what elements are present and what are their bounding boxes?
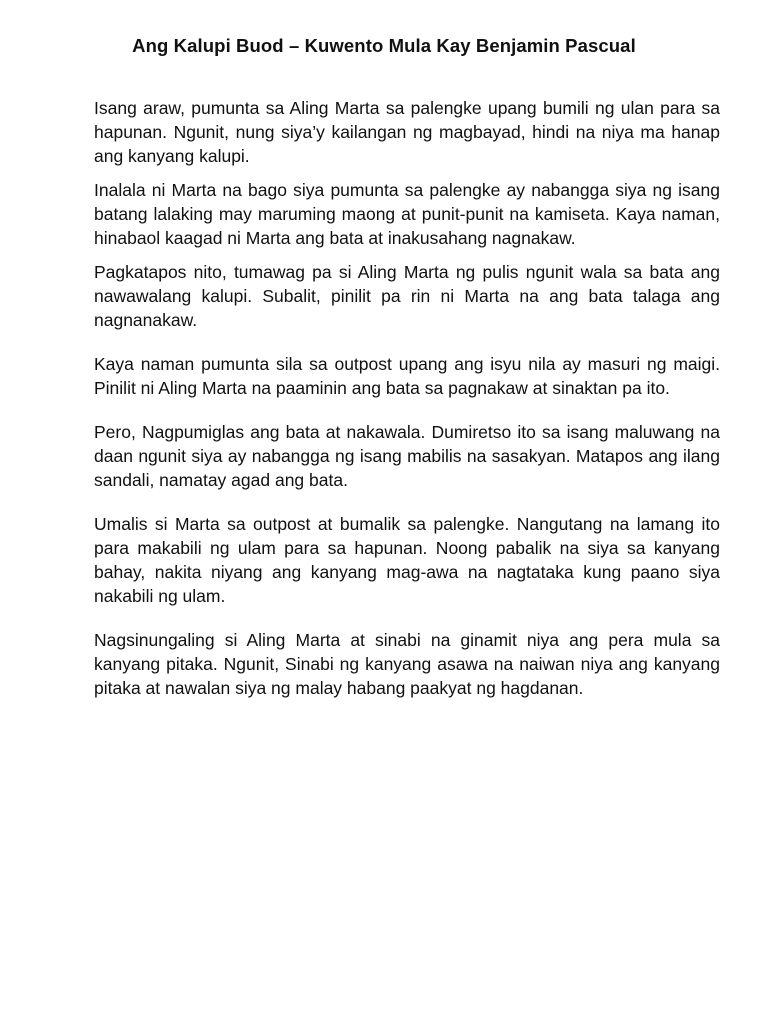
paragraph-7: Nagsinungaling si Aling Marta at sinabi na ginamit niya ang pera mula sa kanyang pitaka. Ngunit, Sinabi ng kanyang asawa na naiwan niya ang kanyang pitaka at nawalan siya ng malay habang paakyat ng hagdanan. xyxy=(94,630,720,698)
paragraph-3: Pagkatapos nito, tumawag pa si Aling Marta ng pulis ngunit wala sa bata ang nawawalang kalupi. Subalit, pinilit pa rin ni Marta na ang bata talaga ang nagnanakaw. xyxy=(94,262,720,330)
paragraph-4: Kaya naman pumunta sila sa outpost upang ang isyu nila ay masuri ng maigi. Pinilit ni Aling Marta na paaminin ang bata sa pagnakaw at sinaktan pa ito. xyxy=(94,354,720,398)
paragraph-2: Inalala ni Marta na bago siya pumunta sa palengke ay nabangga siya ng isang batang lalaking may maruming maong at punit-punit na kamiseta. Kaya naman, hinabaol kaagad ni Marta ang bata at inakusahang nagnakaw. xyxy=(94,180,720,248)
paragraph-6: Umalis si Marta sa outpost at bumalik sa palengke. Nangutang na lamang ito para makabili ng ulam para sa hapunan. Noong pabalik na siya sa kanyang bahay, nakita niyang ang kanyang mag-awa na nagtataka kung paano siya nakabili ng ulam. xyxy=(94,514,720,606)
paragraph-5: Pero, Nagpumiglas ang bata at nakawala. Dumiretso ito sa isang maluwang na daan ngunit siya ay nabangga ng isang mabilis na sasakyan. Matapos ang ilang sandali, namatay agad ang bata. xyxy=(94,422,720,490)
paragraph-1: Isang araw, pumunta sa Aling Marta sa palengke upang bumili ng ulan para sa hapunan. Ngunit, nung siya’y kailangan ng magbayad, hindi na niya ma hanap ang kanyang kalupi. xyxy=(94,98,720,166)
document-body xyxy=(94,96,720,700)
document-title: Ang Kalupi Buod – Kuwento Mula Kay Benjamin Pascual xyxy=(132,35,636,56)
